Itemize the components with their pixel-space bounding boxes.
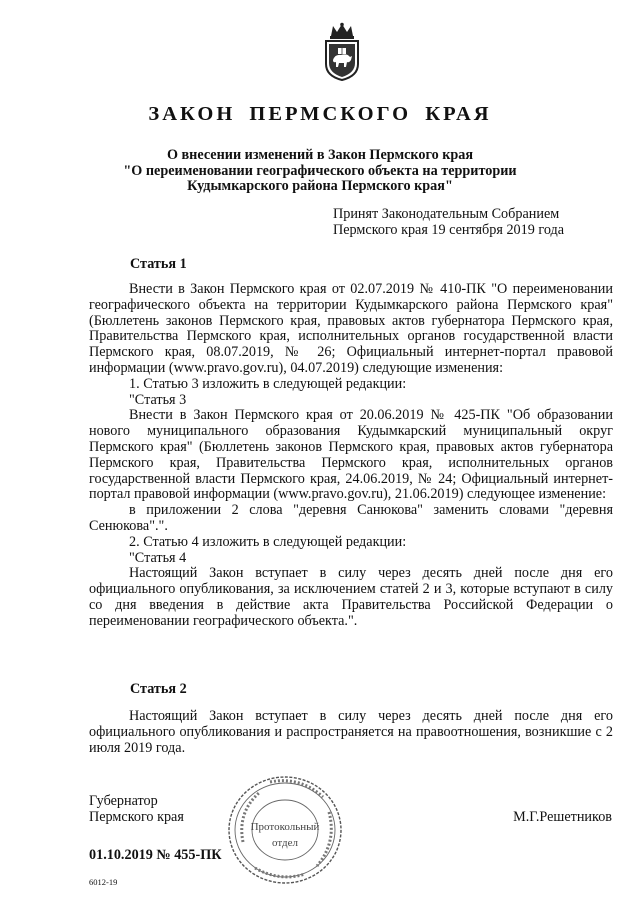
- article-1-paragraph: "Статья 3: [129, 391, 187, 408]
- article-2-paragraph: Настоящий Закон вступает в силу через десять дней после дня его официального опубликования и распространяется на правоотношения, возникшие с 2 июля 2019 года.: [89, 708, 613, 756]
- adoption-line: Пермского края 19 сентября 2019 года: [333, 221, 565, 238]
- article-2-heading: Статья 2: [130, 681, 187, 697]
- coat-of-arms-icon: [321, 22, 363, 82]
- round-stamp-icon: [225, 772, 345, 888]
- adoption-note: [333, 207, 564, 238]
- subtitle-line: Кудымкарского района Пермского края": [187, 178, 453, 194]
- article-1-paragraph: 2. Статью 4 изложить в следующей редакции:: [129, 533, 407, 550]
- law-title: ЗАКОН ПЕРМСКОГО КРАЯ: [148, 103, 492, 125]
- subtitle-line: "О переименовании географического объекта на территории: [123, 162, 517, 179]
- law-date-number: 01.10.2019 № 455-ПК: [89, 847, 222, 863]
- adoption-line: Принят Законодательным Собранием: [333, 206, 560, 222]
- subtitle-line: О внесении изменений в Закон Пермского края: [166, 147, 474, 163]
- article-1-paragraph: 1. Статью 3 изложить в следующей редакции:: [129, 375, 407, 392]
- signer-name: М.Г.Решетников: [513, 809, 612, 825]
- article-2-body: [89, 709, 613, 756]
- article-1-paragraph: Настоящий Закон вступает в силу через десять дней после дня его официального опубликования, за исключением статей 2 и 3, которые вступают в силу со дня введения в действие акта Правительства Российской Федерации о переименовании географического объекта.".: [89, 565, 613, 629]
- signer-position: [89, 794, 184, 825]
- stamp-center-line: Протокольный: [250, 821, 320, 833]
- stamp-center-line: отдел: [272, 837, 298, 849]
- registration-code: 6012-19: [89, 877, 118, 887]
- article-1-paragraph: Внести в Закон Пермского края от 20.06.2019 № 425-ПК "Об образовании нового муниципального образования Кудымкарский муниципальный округ Пермского края" (Бюллетень законов Пермского края, правовых актов губернатора Пермского края, Правительства Пермского края, исполнительных органов государственной власти Пермского края, 24.06.2019, № 24; Официальный интернет-портал правовой информации (www.pravo.gov.ru), 21.06.2019) следующее изменение:: [89, 407, 613, 503]
- article-1-paragraph: в приложении 2 слова "деревня Санюкова" заменить словами "деревня Сенюкова".".: [89, 502, 613, 534]
- article-1-paragraph: Внести в Закон Пермского края от 02.07.2019 № 410-ПК "О переименовании географического объекта на территории Кудымкарского района Пермского края" (Бюллетень законов Пермского края, правовых актов губернатора Пермского края, Правительства Пермского края, исполнительных органов государственной власти Пермского края, 08.07.2019, № 26; Официальный интернет-портал правовой информации (www.pravo.gov.ru), 04.07.2019) следующие изменения:: [89, 281, 613, 376]
- signer-position-line: Губернатор: [89, 793, 158, 809]
- signer-position-line: Пермского края: [89, 808, 184, 825]
- article-1-paragraph: "Статья 4: [129, 549, 187, 566]
- article-1-body: [89, 282, 613, 630]
- article-1-heading: Статья 1: [130, 256, 187, 272]
- law-subtitle: [100, 148, 540, 195]
